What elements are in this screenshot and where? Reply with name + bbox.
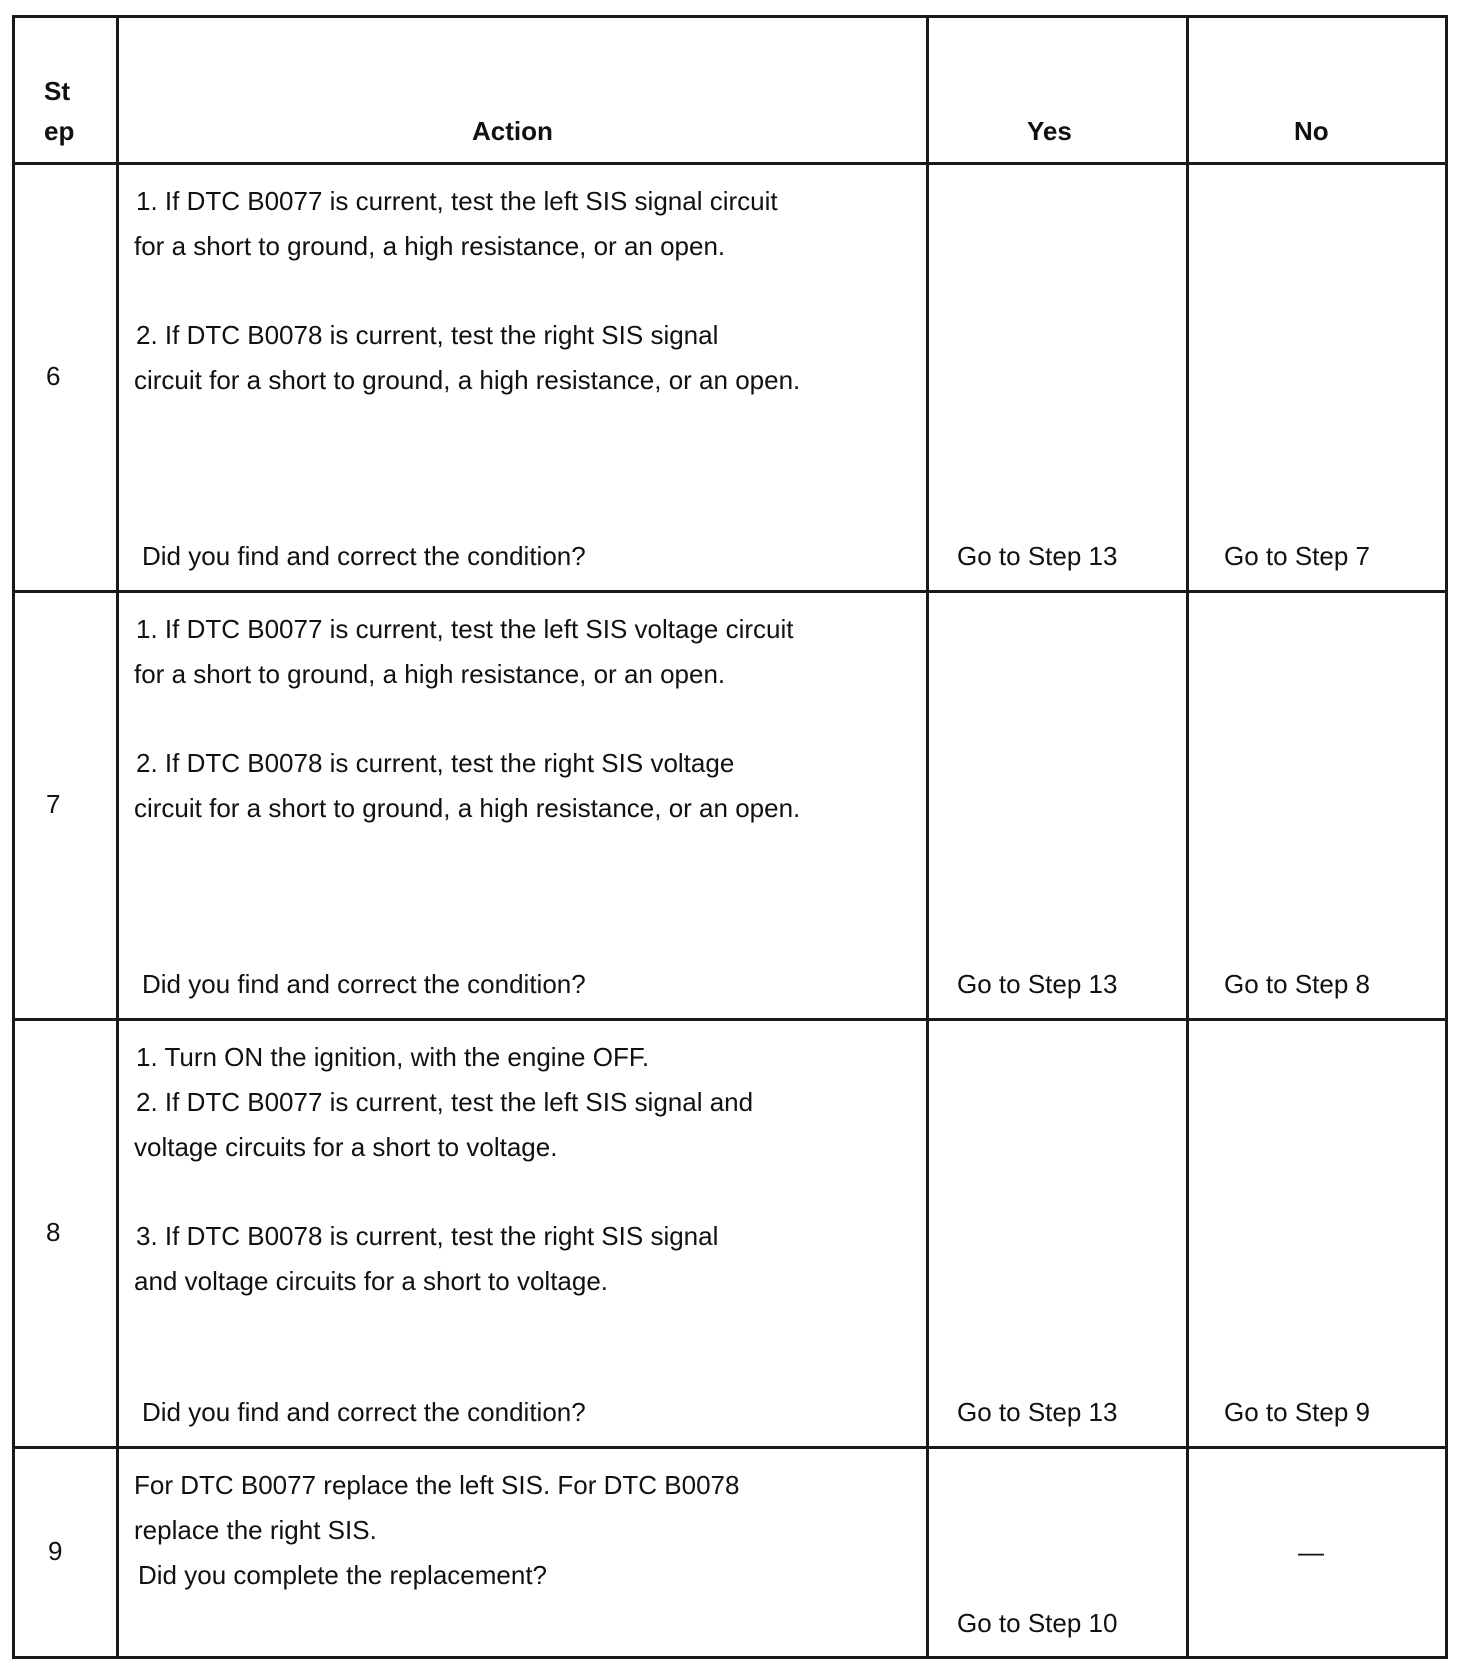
action-question: Did you find and correct the condition? bbox=[142, 541, 586, 571]
yes-result: Go to Step 13 bbox=[957, 1397, 1118, 1427]
action-line: replace the right SIS. bbox=[134, 1515, 377, 1545]
action-line: 1. If DTC B0077 is current, test the left SIS voltage circuit bbox=[136, 614, 794, 644]
header-step-line1: St bbox=[44, 76, 70, 106]
table-border-left bbox=[12, 15, 15, 1659]
header-action: Action bbox=[472, 116, 553, 146]
step-number: 9 bbox=[48, 1536, 63, 1566]
column-divider bbox=[1186, 15, 1189, 1659]
no-result: Go to Step 7 bbox=[1224, 541, 1370, 571]
step-number: 8 bbox=[46, 1217, 61, 1247]
header-step-line2: ep bbox=[44, 116, 75, 146]
yes-result: Go to Step 10 bbox=[957, 1608, 1118, 1638]
action-question: Did you complete the replacement? bbox=[138, 1560, 548, 1590]
action-line: for a short to ground, a high resistance, or an open. bbox=[134, 231, 726, 261]
column-divider bbox=[926, 15, 929, 1659]
no-result: Go to Step 8 bbox=[1224, 969, 1370, 999]
table-border-top bbox=[12, 15, 1448, 18]
action-line: circuit for a short to ground, a high resistance, or an open. bbox=[134, 365, 801, 395]
no-result: Go to Step 9 bbox=[1224, 1397, 1370, 1427]
action-line: 1. If DTC B0077 is current, test the left SIS signal circuit bbox=[136, 186, 778, 216]
header-no: No bbox=[1294, 116, 1329, 146]
row-divider bbox=[12, 1446, 1448, 1449]
yes-result: Go to Step 13 bbox=[957, 541, 1118, 571]
action-line: 3. If DTC B0078 is current, test the right SIS signal bbox=[136, 1221, 719, 1251]
step-number: 7 bbox=[46, 789, 61, 819]
action-line: 2. If DTC B0078 is current, test the right SIS signal bbox=[136, 320, 719, 350]
action-line: and voltage circuits for a short to voltage. bbox=[134, 1266, 609, 1296]
step-number: 6 bbox=[46, 361, 61, 391]
table-border-bottom bbox=[12, 1656, 1448, 1659]
header-divider bbox=[12, 162, 1448, 165]
action-question: Did you find and correct the condition? bbox=[142, 1397, 586, 1427]
action-line: circuit for a short to ground, a high resistance, or an open. bbox=[134, 793, 801, 823]
header-yes: Yes bbox=[1027, 116, 1072, 146]
row-divider bbox=[12, 590, 1448, 593]
no-result: — bbox=[1298, 1537, 1324, 1567]
action-line: for a short to ground, a high resistance, or an open. bbox=[134, 659, 726, 689]
action-question: Did you find and correct the condition? bbox=[142, 969, 586, 999]
action-line: 2. If DTC B0077 is current, test the left SIS signal and bbox=[136, 1087, 754, 1117]
action-line: voltage circuits for a short to voltage. bbox=[134, 1132, 558, 1162]
table-border-right bbox=[1445, 15, 1448, 1659]
row-divider bbox=[12, 1018, 1448, 1021]
yes-result: Go to Step 13 bbox=[957, 969, 1118, 999]
action-line: 1. Turn ON the ignition, with the engine OFF. bbox=[136, 1042, 650, 1072]
action-line: For DTC B0077 replace the left SIS. For DTC B0078 bbox=[134, 1470, 740, 1500]
column-divider bbox=[116, 15, 119, 1659]
action-line: 2. If DTC B0078 is current, test the right SIS voltage bbox=[136, 748, 735, 778]
